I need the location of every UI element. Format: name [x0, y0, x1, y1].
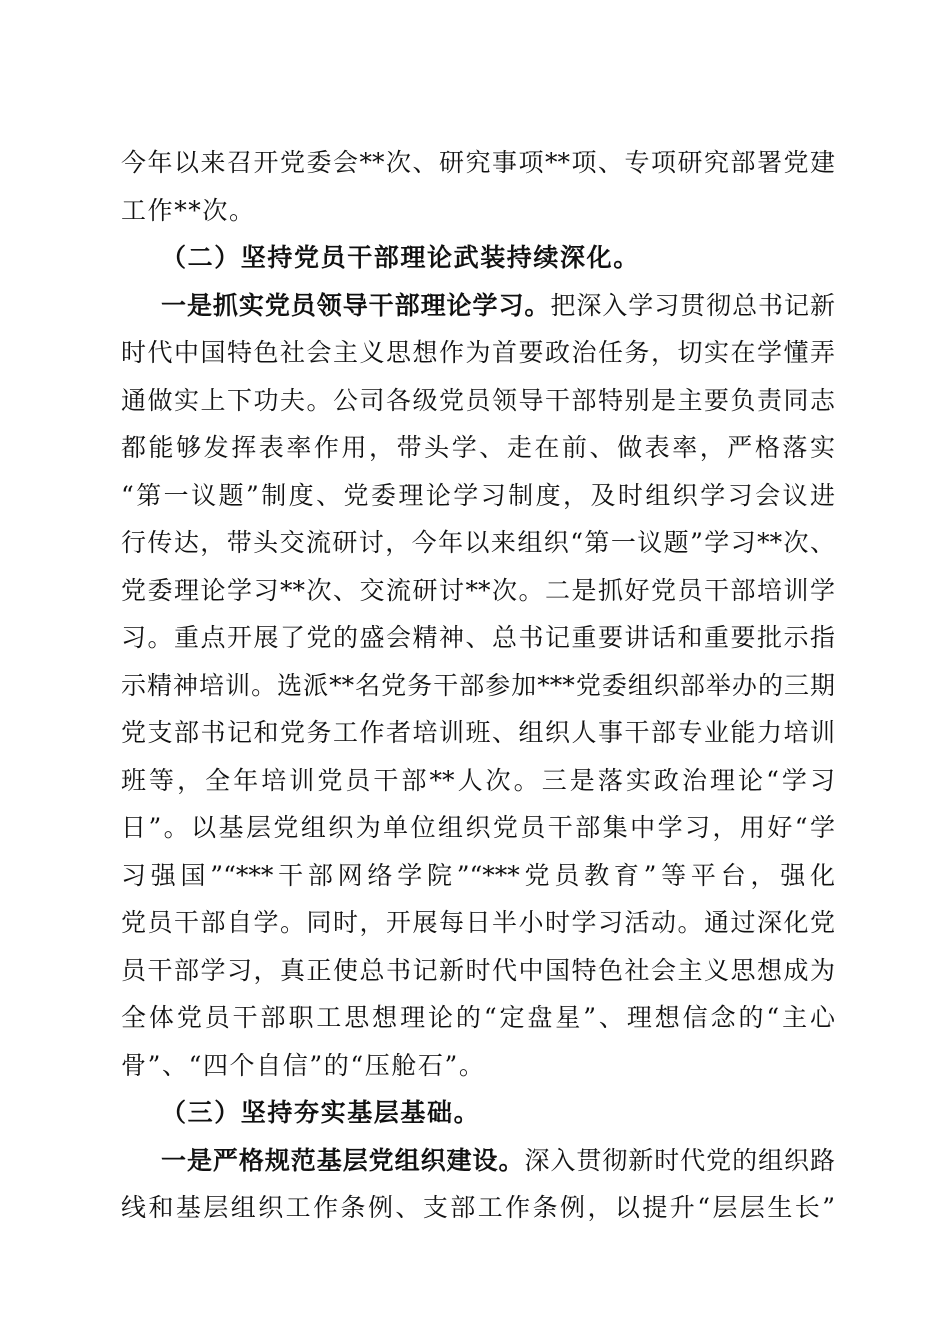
- paragraph-line: 行传达，带头交流研讨，今年以来组织“第一议题”学习**次、: [121, 528, 835, 557]
- paragraph-line: 通做实上下功夫。公司各级党员领导干部特别是主要负责同志: [121, 385, 835, 415]
- paragraph-line: 习。重点开展了党的盛会精神、总书记重要讲话和重要批示指: [121, 623, 835, 652]
- paragraph-line: [121, 1137, 835, 1185]
- paragraph-line: 线和基层组织工作条例、支部工作条例，以提升“层层生长”: [121, 1193, 835, 1222]
- paragraph-line: 党员干部自学。同时，开展每日半小时学习活动。通过深化党: [121, 908, 835, 937]
- paragraph-line: 党支部书记和党务工作者培训班、组织人事干部专业能力培训: [121, 718, 835, 747]
- paragraph-line: 今年以来召开党委会**次、研究事项**项、专项研究部署党建: [121, 148, 835, 177]
- paragraph-line: 时代中国特色社会主义思想作为首要政治任务，切实在学懂弄: [121, 338, 835, 367]
- lead-phrase: 一是严格规范基层党组织建设。: [161, 1145, 525, 1175]
- paragraph-line: 员干部学习，真正使总书记新时代中国特色社会主义思想成为: [121, 955, 835, 985]
- paragraph-line: 全体党员干部职工思想理论的“定盘星”、理想信念的“主心: [121, 1003, 835, 1032]
- paragraph-line: 都能够发挥表率作用，带头学、走在前、做表率，严格落实: [121, 433, 835, 462]
- paragraph-line: 班等，全年培训党员干部**人次。三是落实政治理论“学习: [121, 765, 835, 795]
- paragraph-line: 工作**次。: [121, 195, 256, 225]
- section-heading-2: （二）坚持党员干部理论武装持续深化。: [161, 243, 640, 272]
- paragraph-line: [121, 282, 835, 330]
- paragraph-line: 骨”、“四个自信”的“压舱石”。: [121, 1050, 486, 1080]
- lead-phrase: 一是抓实党员领导干部理论学习。: [161, 290, 551, 320]
- paragraph-line: “第一议题”制度、党委理论学习制度，及时组织学习会议进: [121, 480, 835, 510]
- paragraph-line: 党委理论学习**次、交流研讨**次。二是抓好党员干部培训学: [121, 575, 835, 605]
- paragraph-line: 习强国”“***干部网络学院”“***党员教育”等平台，强化: [121, 860, 835, 890]
- paragraph-line-tail: 深入贯彻新时代党的组织路: [524, 1145, 835, 1175]
- paragraph-line: 示精神培训。选派**名党务干部参加***党委组织部举办的三期: [121, 670, 835, 700]
- paragraph-line: 日”。以基层党组织为单位组织党员干部集中学习，用好“学: [121, 813, 835, 842]
- body-text: [121, 139, 835, 1232]
- paragraph-line-tail: 把深入学习贯彻总书记新: [550, 290, 835, 320]
- section-heading-3: （三）坚持夯实基层基础。: [161, 1098, 481, 1127]
